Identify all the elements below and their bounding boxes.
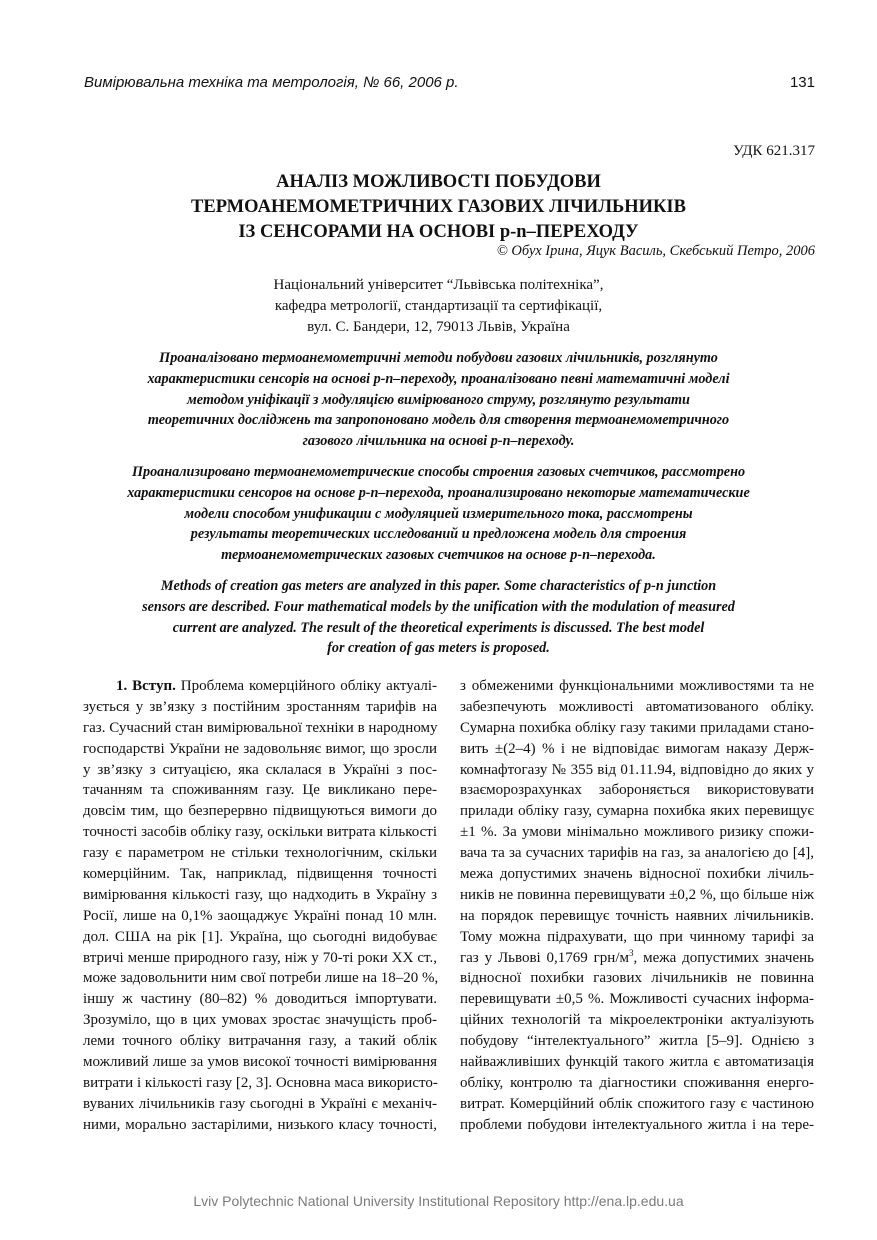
repository-footer: Lviv Polytechnic National University Institutional Repository http://ena.lp.edu.ua xyxy=(193,1193,684,1209)
body-line: найважливіших функцій такого житла є автоматизація xyxy=(460,1054,814,1071)
body-line: вуваних лічильників газу сьогодні в Україні є механіч- xyxy=(83,1095,437,1112)
abstract-ukrainian xyxy=(0,348,877,452)
abstract-line: газового лічильника на основі p-n–переходу. xyxy=(302,433,575,450)
body-line: ±1 %. За умови мінімально можливого ризику спожи- xyxy=(460,824,814,841)
body-line: леми точного обліку витрачання газу, а такий облік xyxy=(83,1033,437,1050)
abstract-line: характеристики сенсоров на основе p-n–перехода, проанализировано некоторые математические xyxy=(127,484,750,501)
body-line: 1. Вступ. Проблема комерційного обліку актуалі- xyxy=(116,678,438,694)
affiliation-line: кафедра метрології, стандартизації та сертифікації, xyxy=(274,298,603,314)
body-line: довсім тим, що безперервно підвищуються вимоги до xyxy=(83,803,437,820)
abstract-line: Проанализировано термоанемометрические способы строения газовых счетчиков, рассмотрено xyxy=(131,464,746,480)
body-line: втричі менше природного газу, ніж у 70-ті роки XX ст., xyxy=(83,949,437,966)
body-line: ників не повинна перевищувати ±0,2 %, що більше ніж xyxy=(460,886,814,903)
affiliation-line: Національний університет “Львівська політехніка”, xyxy=(273,277,604,293)
abstract-line: current are analyzed. The result of the theoretical experiments is discussed. The best model xyxy=(172,619,705,636)
body-line: вить ±(2–4) % і не відповідає вимогам наказу Держ- xyxy=(460,740,814,757)
abstract-russian xyxy=(0,462,877,566)
body-line: Тому можна підрахувати, що при чинному тарифі за xyxy=(460,928,814,945)
body-line: вимірювання кількості газу, що надходить в Україну з xyxy=(83,886,437,903)
abstract-line: Methods of creation gas meters are analyzed in this paper. Some characteristics of p-n junction xyxy=(160,578,717,594)
abstract-line: результаты теоретических исследований и предложена модель для строения xyxy=(190,526,687,543)
title-line: ТЕРМОАНЕМОМЕТРИЧНИХ ГАЗОВИХ ЛІЧИЛЬНИКІВ xyxy=(191,197,686,217)
abstract-line: методом уніфікації з модуляцією вимірюваного струму, розглянуто результати xyxy=(187,391,690,408)
abstract-line: Проаналізовано термоанемометричні методи побудови газових лічильників, розглянуто xyxy=(159,350,718,366)
body-line: можливий лише за умов високої точності вимірювання xyxy=(83,1054,437,1071)
body-line: ними, морально застарілими, низького класу точності, xyxy=(83,1116,437,1133)
body-column-left xyxy=(83,676,437,1136)
abstract-line: теоретичних досліджень та запропоновано модель для створення термоанемометричного xyxy=(147,412,730,429)
body-column-right xyxy=(460,676,814,1136)
body-line: Росії, лише на 0,1% заощаджує Україні понад 10 млн. xyxy=(83,907,437,924)
body-line: у зв’язку з ситуацією, яка склалася в Україні з пос- xyxy=(83,761,437,778)
body-line: взаєморозрахунках забороняється використовувати xyxy=(460,782,814,799)
body-line: обліку, контролю та діагностики споживання енерго- xyxy=(460,1074,814,1091)
body-line: витрат. Комерційний облік спожитого газу є частиною xyxy=(460,1095,814,1112)
abstract-english xyxy=(0,576,877,659)
body-line: побудову “інтелектуального” житла [5–9]. Однією з xyxy=(460,1033,814,1050)
body-line: господарстві України не задовольняє вимог, що зросли xyxy=(83,740,437,757)
affiliation-line: вул. С. Бандери, 12, 79013 Львів, Україна xyxy=(307,319,570,335)
authors-copyright: © Обух Ірина, Яцук Василь, Скебський Петро, 2006 xyxy=(496,243,815,259)
journal-running-head: Вимірювальна техніка та метрологія, № 66, 2006 р. xyxy=(84,74,459,91)
body-line: перевищувати ±0,5 %. Можливості сучасних інформа- xyxy=(460,991,814,1008)
body-line: дол. США на рік [1]. Україна, що сьогодні видобуває xyxy=(83,928,437,945)
title-line: АНАЛІЗ МОЖЛИВОСТІ ПОБУДОВИ xyxy=(276,172,601,192)
body-line: іншу ж частину (80–82) % доводиться імпортувати. xyxy=(83,991,437,1008)
body-line: вача та за сучасних тарифів на газ, за аналогією до [4], xyxy=(460,845,814,862)
abstract-line: характеристики сенсорів на основі p-n–переходу, проаналізовано певні математичні моделі xyxy=(147,370,730,387)
body-line: з обмеженими функціональними можливостями та не xyxy=(460,678,814,694)
body-line: газу є параметром не стільки технологічним, скільки xyxy=(83,845,437,862)
abstract-line: модели способом унификации с модуляцией измерительного тока, рассмотрены xyxy=(184,505,693,522)
affiliation xyxy=(0,275,877,338)
body-line: забезпечують можливості автоматизованого обліку. xyxy=(460,698,814,715)
body-line: точності засобів обліку газу, оскільки витрата кількості xyxy=(83,824,437,841)
title-line: ІЗ СЕНСОРАМИ НА ОСНОВІ p-n–ПЕРЕХОДУ xyxy=(238,222,639,242)
page-number: 131 xyxy=(789,74,815,91)
body-line: межа допустимих значень відносної похибки лічиль- xyxy=(460,866,814,883)
abstract-line: for creation of gas meters is proposed. xyxy=(327,640,550,657)
body-line: може задовольнити ним свої потреби лише на 18–20 %, xyxy=(83,970,439,987)
abstract-line: sensors are described. Four mathematical models by the unification with the modulation of measured xyxy=(142,598,735,615)
body-line: зується у зв’язку з постійним зростанням тарифів на xyxy=(83,698,437,715)
body-line: комерційним. Так, наприклад, підвищення точності xyxy=(83,866,437,883)
body-line: відносної похибки газових лічильників не повинна xyxy=(460,970,814,987)
body-line: тачанням та споживанням газу. Це викликано пере- xyxy=(83,782,437,799)
udk-code: УДК 621.317 xyxy=(733,143,815,159)
body-line: Зрозуміло, що в цих умовах зростає значущість проб- xyxy=(83,1012,437,1029)
paper-title xyxy=(0,170,877,245)
body-line: витрати і кількості газу [2, 3]. Основна маса використо- xyxy=(83,1074,438,1091)
body-line: ційних технологій та мікроелектроніки актуалізують xyxy=(460,1012,814,1029)
body-line: проблеми побудови інтелектуального житла і на тере- xyxy=(460,1116,814,1133)
abstract-line: термоанемометрических газовых счетчиков на основе p-n–перехода. xyxy=(221,547,656,564)
body-line: комнафтогазу № 355 від 01.11.94, відповідно до яких у xyxy=(460,761,814,778)
body-line: на порядок перевищує точність наявних лічильників. xyxy=(460,907,814,924)
body-line: газ. Сучасний стан вимірювальної техніки в народному xyxy=(83,719,438,736)
body-line: прилади обліку газу, сумарна похибка яких перевищує xyxy=(460,803,814,820)
body-line: газ у Львові 0,1769 грн/$м^3$, межа допустимих значень xyxy=(460,947,814,966)
superscript: 3 xyxy=(629,947,634,958)
section-heading: 1. Вступ. xyxy=(116,678,176,694)
body-line: Сумарна похибка обліку газу такими приладами стано- xyxy=(460,719,814,736)
